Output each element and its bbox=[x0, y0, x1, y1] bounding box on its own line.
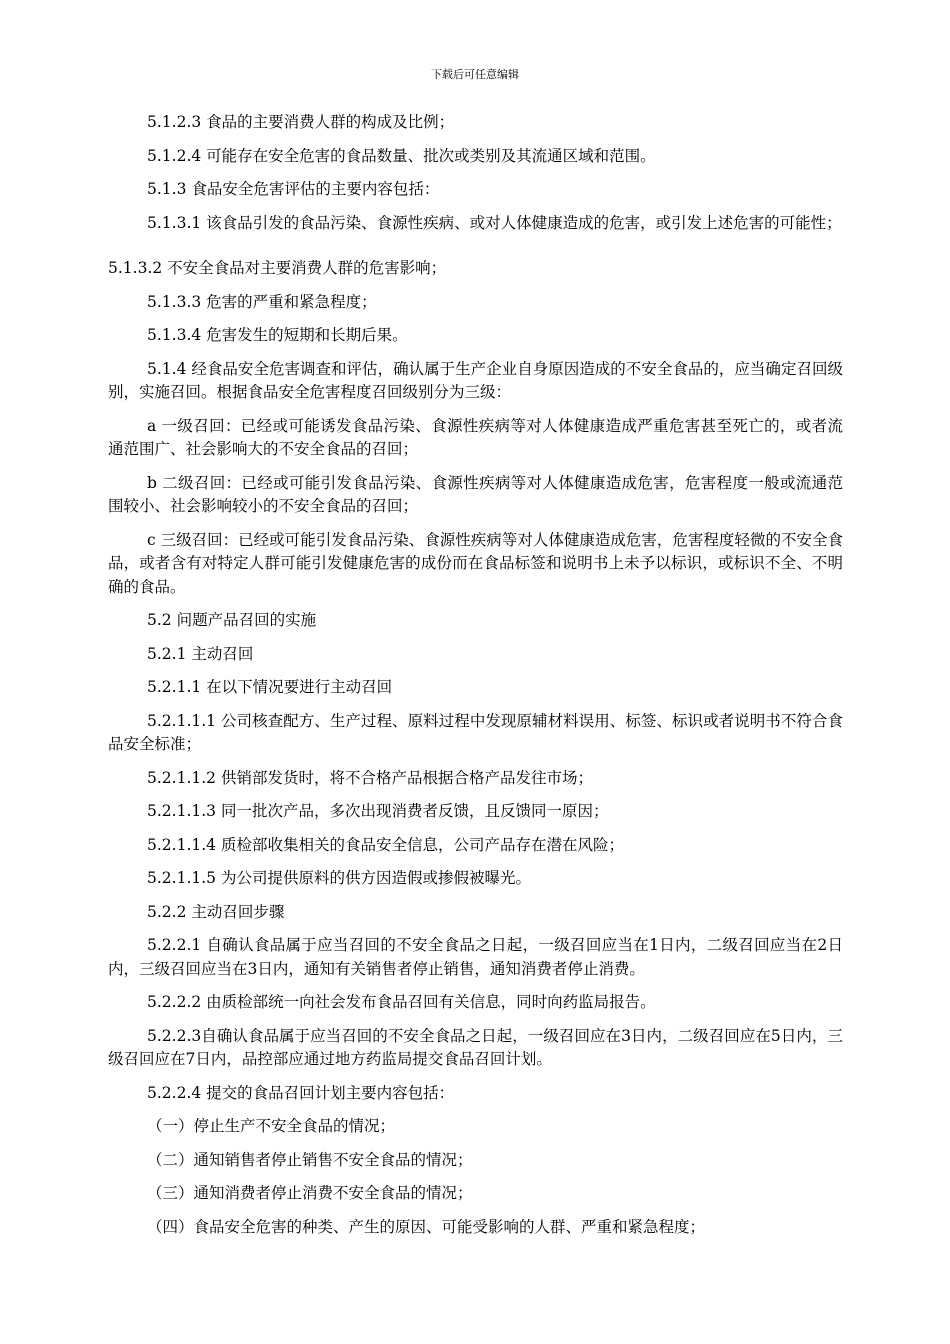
document-body bbox=[108, 111, 843, 1249]
paragraph: 5.2.1.1.3 同一批次产品，多次出现消费者反馈，且反馈同一原因； bbox=[147, 802, 609, 820]
paragraph: 5.1.2.3 食品的主要消费人群的构成及比例； bbox=[147, 113, 455, 131]
paragraph: （二）通知销售者停止销售不安全食品的情况； bbox=[147, 1150, 473, 1169]
paragraph: 5.1.4 经食品安全危害调查和评估，确认属于生产企业自身原因造成的不安全食品的，应当确定召回级别，实施召回。根据食品安全危害程度召回级别分为三级： bbox=[108, 359, 843, 401]
paragraph: 5.1.3.3 危害的严重和紧急程度； bbox=[147, 292, 377, 311]
paragraph: 5.2.1.1.2 供销部发货时，将不合格产品根据合格产品发往市场； bbox=[147, 768, 593, 787]
paragraph: b 二级召回：已经或可能引发食品污染、食源性疾病等对人体健康造成危害，危害程度一般或流通范围较小、社会影响较小的不安全食品的召回； bbox=[108, 473, 843, 515]
paragraph: 5.2.2 主动召回步骤 bbox=[147, 902, 285, 921]
paragraph: 5.2.2.4 提交的食品召回计划主要内容包括： bbox=[147, 1083, 455, 1102]
paragraph: 5.1.3.2 不安全食品对主要消费人群的危害影响； bbox=[108, 259, 447, 277]
paragraph: 5.1.3 食品安全危害评估的主要内容包括： bbox=[147, 180, 440, 198]
paragraph: 5.1.3.4 危害发生的短期和长期后果。 bbox=[147, 326, 408, 344]
paragraph: 5.1.2.4 可能存在安全危害的食品数量、批次或类别及其流通区域和范围。 bbox=[147, 146, 656, 165]
page-header: 下载后可任意编辑 bbox=[431, 68, 519, 81]
paragraph: （一）停止生产不安全食品的情况； bbox=[147, 1117, 396, 1135]
paragraph: 5.2.1.1.5 为公司提供原料的供方因造假或掺假被曝光。 bbox=[147, 869, 531, 887]
paragraph: 5.2 问题产品召回的实施 bbox=[147, 611, 317, 629]
paragraph: （三）通知消费者停止消费不安全食品的情况； bbox=[147, 1184, 473, 1202]
paragraph: 5.2.2.2 由质检部统一向社会发布食品召回有关信息，同时向药监局报告。 bbox=[147, 993, 656, 1011]
paragraph: 5.2.1.1.4 质检部收集相关的食品安全信息，公司产品存在潜在风险； bbox=[147, 835, 624, 854]
paragraph: （四）食品安全危害的种类、产生的原因、可能受影响的人群、严重和紧急程度； bbox=[147, 1217, 706, 1236]
paragraph: 5.1.3.1 该食品引发的食品污染、食源性疾病、或对人体健康造成的危害，或引发上述危害的可能性； bbox=[147, 213, 842, 232]
paragraph: 5.2.1 主动召回 bbox=[147, 644, 254, 663]
paragraph: 5.2.1.1.1 公司核查配方、生产过程、原料过程中发现原辅材料误用、标签、标识或者说明书不符合食品安全标准； bbox=[108, 711, 843, 753]
paragraph: 5.2.1.1 在以下情况要进行主动召回 bbox=[147, 678, 393, 696]
paragraph: c 三级召回：已经或可能引发食品污染、食源性疾病等对人体健康造成危害，危害程度轻微的不安全食品，或者含有对特定人群可能引发健康危害的成份而在食品标签和说明书上未予以标识，或标识不全、不明确的食品。 bbox=[108, 530, 843, 596]
paragraph: 5.2.2.3自确认食品属于应当召回的不安全食品之日起，一级召回应在3日内，二级召回应在5日内，三级召回应在7日内，品控部应通过地方药监局提交食品召回计划。 bbox=[108, 1026, 843, 1068]
paragraph: a 一级召回：已经或可能诱发食品污染、食源性疾病等对人体健康造成严重危害甚至死亡的，或者流通范围广、社会影响大的不安全食品的召回； bbox=[108, 416, 843, 458]
paragraph: 5.2.2.1 自确认食品属于应当召回的不安全食品之日起，一级召回应当在1日内，二级召回应当在2日内，三级召回应当在3日内，通知有关销售者停止销售，通知消费者停止消费。 bbox=[108, 936, 843, 978]
